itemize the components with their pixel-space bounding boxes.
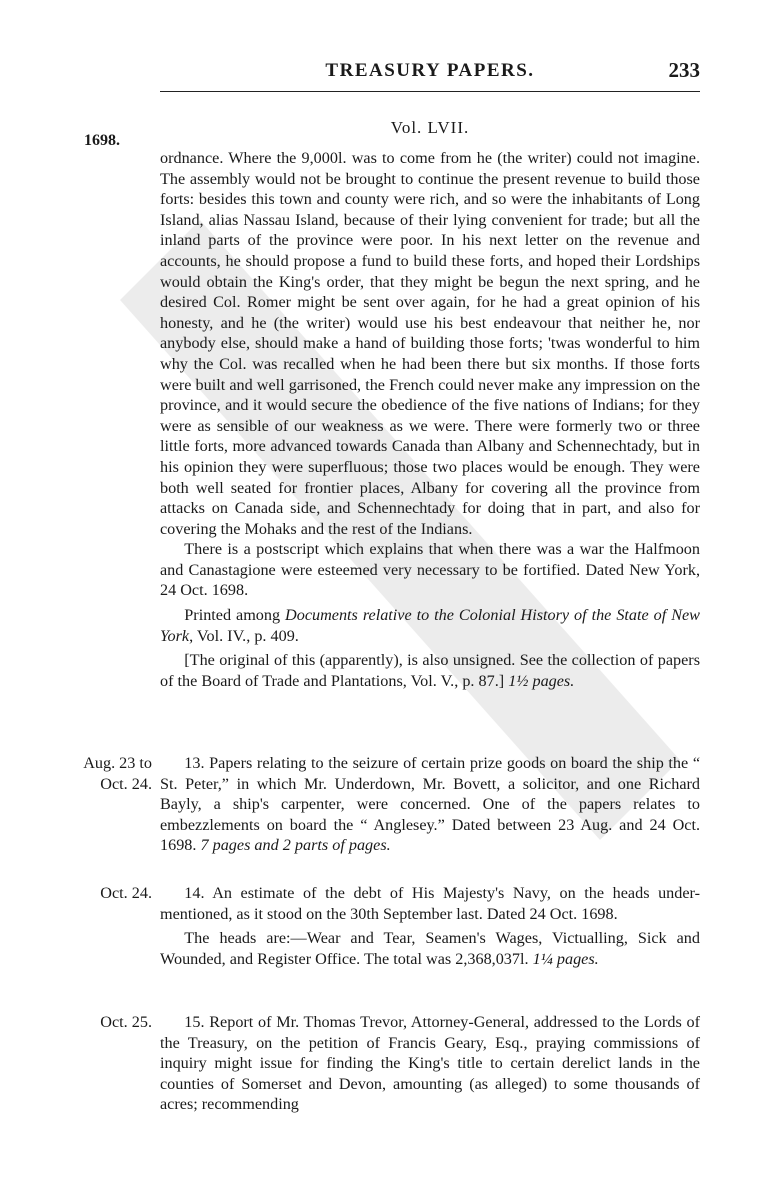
entry-13-date-line2: Oct. 24. <box>100 774 152 793</box>
continuation-block <box>160 148 700 691</box>
entry-14-heads-text: The heads are:—Wear and Tear, Seamen's Wages, Victualling, Sick and Wounded, and Register Office. The total was 2,368,037l. <box>160 929 700 968</box>
entry-14-date <box>58 883 152 904</box>
entry-15-date-line1: Oct. 25. <box>100 1013 152 1031</box>
running-title: TREASURY PAPERS. <box>325 60 535 81</box>
entry-13 <box>160 753 700 856</box>
printed-suffix: , Vol. IV., p. 409. <box>189 626 299 645</box>
original-note <box>160 650 700 691</box>
entry-14-text: 14. An estimate of the debt of His Majesty's Navy, on the heads under-mentioned, as it stood on the 30th September last. Dated 24 Oct. 1698. <box>160 884 700 923</box>
printed-prefix: Printed among <box>184 606 286 625</box>
page-number: 233 <box>668 58 700 82</box>
entry-14-date-line1: Oct. 24. <box>100 884 152 902</box>
entry-13-pages: 7 pages and 2 parts of pages. <box>200 836 391 855</box>
header-rule <box>160 91 700 92</box>
margin-year: 1698. <box>84 132 120 149</box>
volume-heading: Vol. LVII. <box>390 118 470 137</box>
entry-15-date <box>58 1012 152 1033</box>
entry-15-text: 15. Report of Mr. Thomas Trevor, Attorney-General, addressed to the Lords of the Treasury, on the petition of Francis Geary, Esq., praying commissions of inquiry might issue for finding the King's title to certain derelict lands in the counties of Somerset and Devon, amounting (as alleged) to some thousands of acres; recommending <box>160 1013 700 1114</box>
postscript-paragraph: There is a postscript which explains that when there was a war the Halfmoon and Canastagione were esteemed very necessary to be fortified. Dated New York, 24 Oct. 1698. <box>160 540 700 600</box>
entry-13-date-line1: Aug. 23 to <box>83 754 152 772</box>
entry-14-heads <box>160 928 700 969</box>
entry-13-text: 13. Papers relating to the seizure of certain prize goods on board the ship the “ St. Peter,” in which Mr. Underdown, Mr. Bovett, a solicitor, and one Richard Bayly, a ship's carpenter, were concerned. One of the papers relates to embezzlements on board the “ Anglesey.” Dated between 23 Aug. and 24 Oct. 1698. <box>160 754 700 855</box>
entry-15 <box>160 1012 700 1115</box>
page-header <box>160 58 700 88</box>
original-note-text: [The original of this (apparently), is also unsigned. See the collection of papers of the Board of Trade and Plantations, Vol. V., p. 87.] <box>160 651 700 690</box>
printed-note <box>160 605 700 646</box>
entry-13-paragraph <box>160 753 700 856</box>
entry-14 <box>160 883 700 969</box>
continuation-paragraph: ordnance. Where the 9,000l. was to come from he (the writer) could not imagine. The assembly would not be brought to continue the present revenue to build those forts: besides this town and county were rich, and so were the inhabitants of Long Island, alias Nassau Island, because of their lying convenient for trade; but all the inland parts of the province were poor. In his next letter on the revenue and accounts, he should propose a fund to build these forts, and hoped their Lordships would obtain the King's order, that they might be begun the next spring, and he desired Col. Romer might be sent over again, for he had a great opinion of his honesty, and he (the writer) would use his best endeavour that neither he, nor anybody else, should make a hand of building those forts; 'twas wonderful to him why the Col. was recalled when he had been there but six months. If those forts were built and well garrisoned, the French could never make any impression on the province, and it would secure the obedience of the five nations of Indians; for they were as sensible of our weakness as we were. There were formerly two or three little forts, more advanced towards Canada than Albany and Schennechtady, but in his opinion they were superfluous; those two places would be enough. They were both well seated for frontier places, Albany for covering all the province from attacks on Canada side, and Schennechtady for doing that in part, and also for covering the Mohaks and the rest of the Indians. <box>160 149 700 538</box>
entry-13-date <box>58 753 152 794</box>
original-pages: 1½ pages. <box>508 671 575 690</box>
entry-14-pages: 1¼ pages. <box>532 949 599 968</box>
printed-title: Documents relative to the Colonial History of the State of New York <box>160 606 700 645</box>
